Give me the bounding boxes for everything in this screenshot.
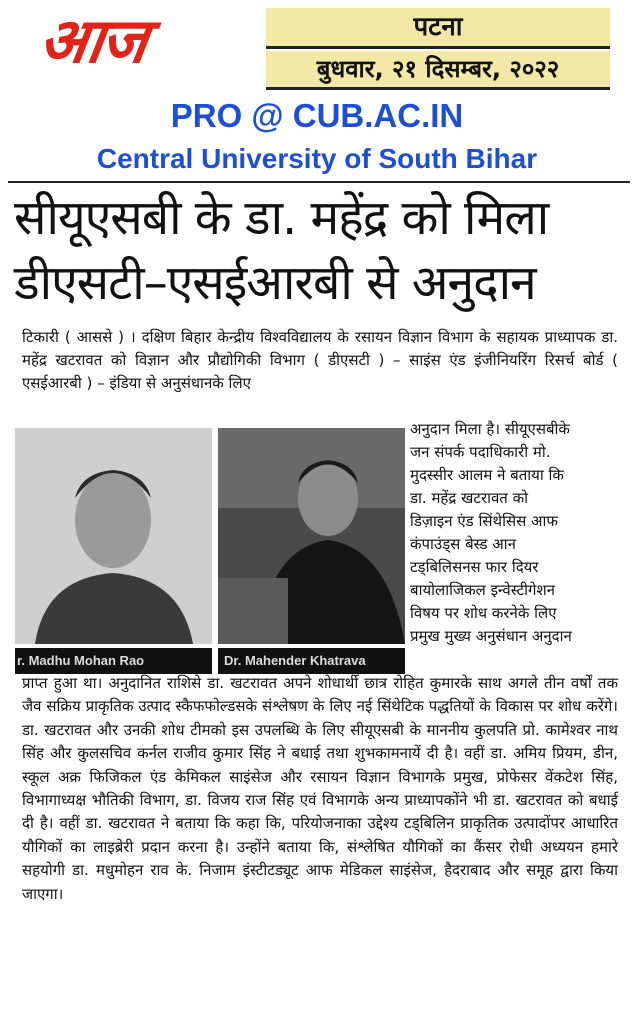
newspaper-logo: आज bbox=[34, 4, 151, 77]
side-line: विषय पर शोध करनेके लिए bbox=[410, 604, 557, 622]
side-line: प्रमुख मुख्य अनुसंधान अनुदान bbox=[410, 627, 572, 645]
side-line: अनुदान मिला है। सीयूएसबीके bbox=[410, 420, 570, 438]
side-line: कंपाउंड्स बेस्ड आन bbox=[410, 535, 516, 553]
photo-block bbox=[15, 428, 405, 675]
edition-city: पटना bbox=[266, 8, 610, 49]
masthead bbox=[0, 0, 634, 100]
side-line: मुदस्सीर आलम ने बताया कि bbox=[410, 466, 564, 484]
person-portrait-icon bbox=[218, 428, 405, 644]
photo-mahender-khatravat bbox=[218, 428, 405, 644]
article-body: प्राप्त हुआ था। अनुदानित राशिसे डा. खटरावत अपने शोधार्थी छात्र रोहित कुमारके साथ अगले तीन वर्षों तक जैव सक्रिय प्राकृतिक उत्पाद स्कैफफोल्डसके संश्लेषण के लिए नई सिंथेटिक पद्धतियों के विकास पर शोध करेंगे।डा. खटरावत और उनकी शोध टीमको इस उपलब्धि के लिए सीयूएसबी के माननीय कुलपति प्रो. कामेश्वर नाथ सिंह और कुलसचिव कर्नल राजीव कुमार सिंह ने बधाई तथा शुभकामनायें दी है। वहीं डा. अमिय प्रियम, डीन, स्कूल अक्र फिजिकल एंड केमिकल साइंसेज और रसायन विज्ञान विभागके प्रमुख, प्रोफेसर वेंकटेश सिंह, विभागाध्यक्ष भौतिकी विभाग, डा. विजय राज सिंह एवं विभागके अन्य प्राध्यापकोंने भी डा. खटरावत को बधाई दी है। वहीं डा. खटरावत ने बताया कि कहा कि, परियोजनाका उद्देश्य टड्बिलिन प्राकृतिक उत्पादोंपर आधारित यौगिकों का लाइब्रेरी प्रदान करना है। उन्होंने बताया कि, संश्लेषित यौगिकों का कैंसर रोधी अध्ययन हमारे सहयोगी डा. मधुमोहन राव के. निजाम इंस्टीटड्यूट आफ मेडिकल साइंसेज, हैदराबाद और समूह द्वारा किया जाएगा। bbox=[22, 674, 618, 903]
article-headline bbox=[14, 186, 624, 316]
article-lead: टिकारी ( आससे ) । दक्षिण बिहार केन्द्रीय विश्वविद्यालय के रसायन विज्ञान विभाग के सहायक प्राध्यापक डा. महेंद्र खटरावत को विज्ञान और प्रौद्योगिकी विभाग ( डीएसटी ) – साइंस एंड इंजीनियरिंग रिसर्च बोर्ड ( एसईआरबी ) – इंडिया से अनुसंधानके लिए bbox=[22, 328, 618, 392]
photo-madhu-mohan-rao bbox=[15, 428, 212, 644]
headline-line-1: सीयूएसबी के डा. महेंद्र को मिला bbox=[14, 190, 549, 246]
side-line: डा. महेंद्र खटरावत को bbox=[410, 489, 529, 507]
photo-caption-left: r. Madhu Mohan Rao bbox=[15, 648, 212, 674]
edition-date: बुधवार, २१ दिसम्बर, २०२२ bbox=[266, 51, 610, 90]
person-portrait-icon bbox=[15, 428, 212, 644]
side-line: बायोलाजिकल इन्वेस्टीगेशन bbox=[410, 581, 556, 599]
pro-email: PRO @ CUB.AC.IN bbox=[170, 97, 464, 134]
headline-line-2: डीएसटी–एसईआरबी से अनुदान bbox=[14, 255, 536, 311]
university-name: Central University of South Bihar bbox=[96, 143, 538, 174]
article-side-column bbox=[410, 418, 618, 648]
side-line: जन संपर्क पदाधिकारी मो. bbox=[410, 443, 551, 461]
side-line: टड्बिलिसनस फार दियर bbox=[410, 558, 539, 576]
side-line: डिज़ाइन एंड सिंथेसिस आफ bbox=[410, 512, 558, 530]
photo-caption-right: Dr. Mahender Khatrava bbox=[218, 648, 405, 674]
header-divider bbox=[8, 181, 630, 183]
